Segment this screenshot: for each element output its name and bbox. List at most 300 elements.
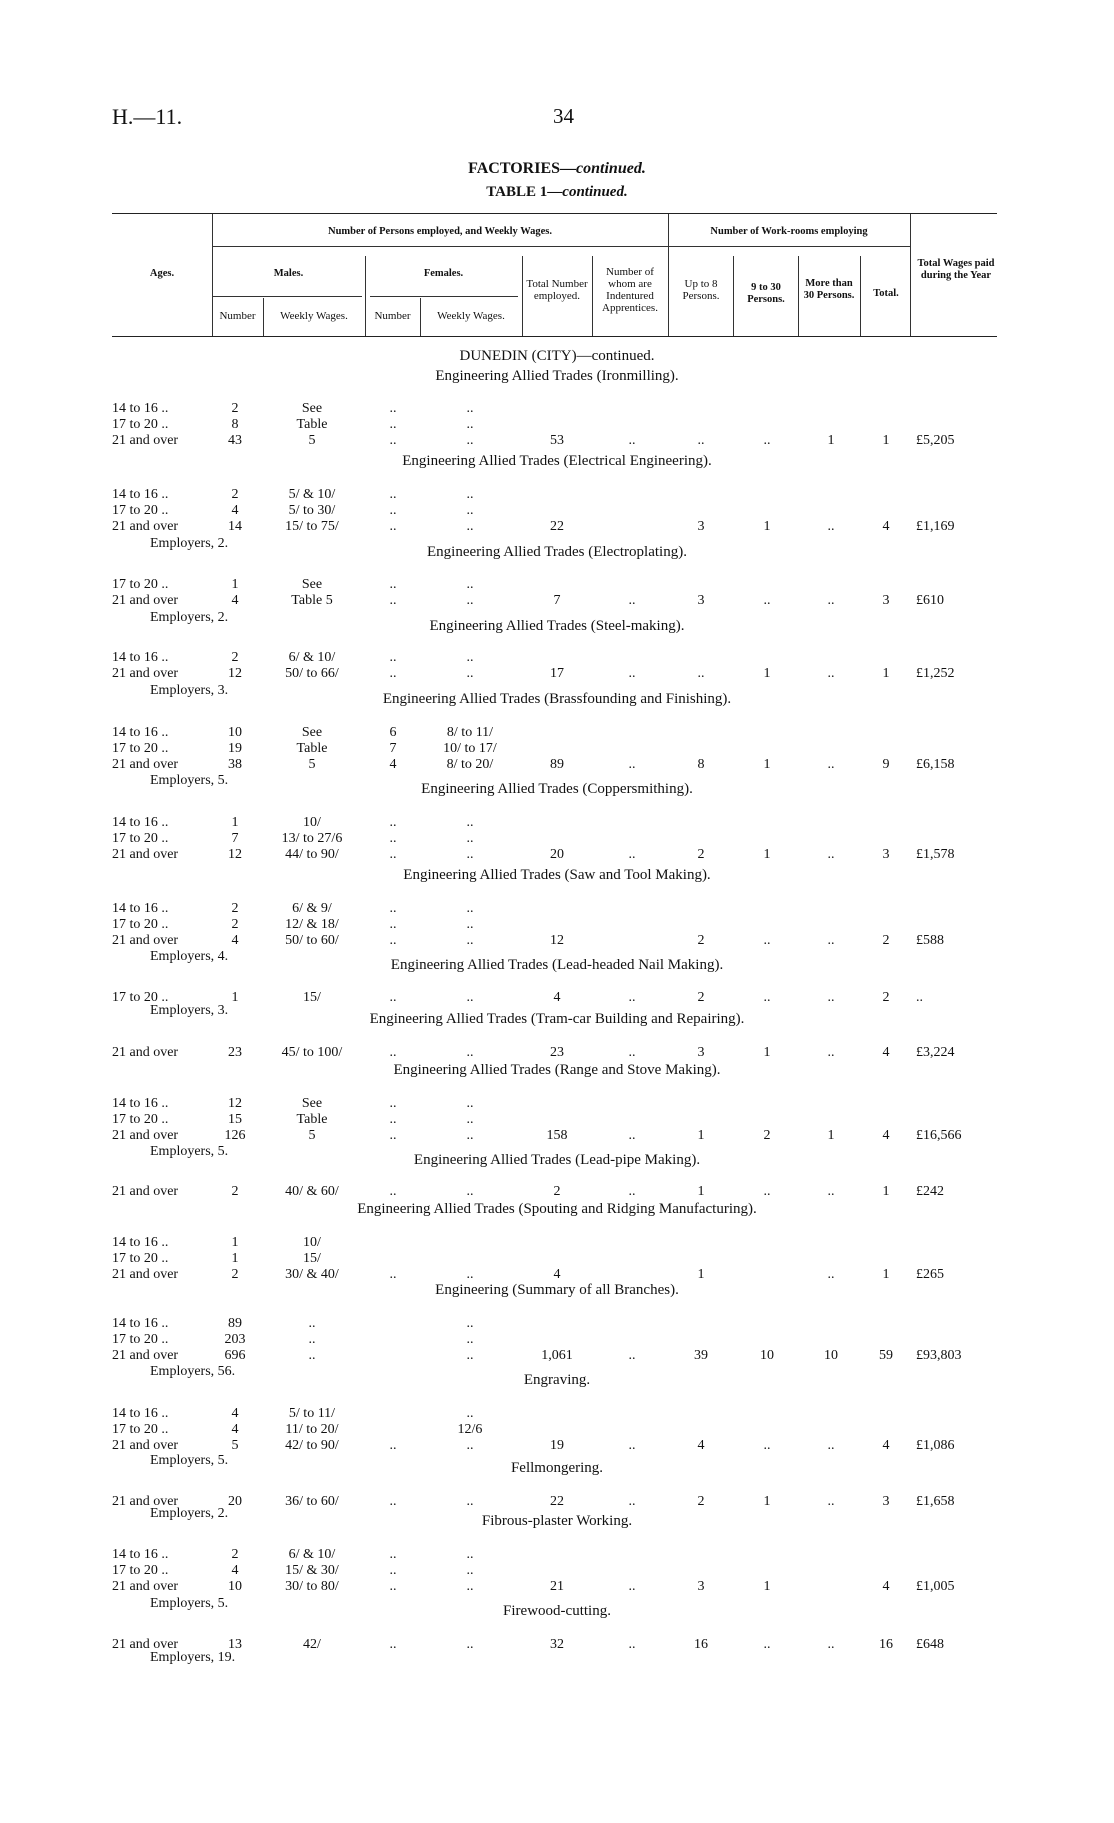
table-row: [0, 1331, 1114, 1348]
male-wages-cell: 30/ to 80/: [285, 1579, 339, 1594]
male-number-cell: 10: [228, 1579, 242, 1594]
female-wages-cell: ..: [466, 1494, 474, 1509]
rooms-more-than-30-cell: ..: [827, 933, 835, 948]
rooms-up-to-8-cell: 1: [697, 1267, 705, 1282]
apprentices-cell: ..: [628, 1494, 636, 1509]
male-number-cell: 4: [231, 593, 239, 608]
female-wages-cell: ..: [466, 593, 474, 608]
male-number-cell: 2: [231, 650, 239, 665]
table-subtitle: [0, 184, 1114, 201]
female-number-cell: ..: [389, 1438, 397, 1453]
apprentices-cell: ..: [628, 1348, 636, 1363]
male-wages-cell: 15/: [303, 990, 321, 1005]
table-row: [0, 592, 1114, 609]
age-cell: 17 to 20 ..: [112, 1112, 169, 1127]
section-title: Fibrous-plaster Working.: [481, 1513, 633, 1529]
male-wages-cell: See: [301, 725, 323, 740]
female-number-cell: ..: [389, 433, 397, 448]
rooms-9-to-30-cell: ..: [763, 433, 771, 448]
male-number-cell: 696: [224, 1348, 246, 1363]
rooms-more-than-30-cell: ..: [827, 847, 835, 862]
male-number-cell: 2: [231, 917, 239, 932]
female-wages-cell: ..: [466, 487, 474, 502]
header-workrooms-group: Number of Work-rooms employing: [710, 226, 868, 237]
employers-note: Employers, 3.: [150, 1003, 229, 1018]
table-row: [0, 740, 1114, 757]
header-9-to-30: 9 to 30 Persons.: [747, 282, 785, 305]
female-number-cell: ..: [389, 577, 397, 592]
total-wages-cell: £242: [916, 1184, 944, 1199]
employers-note: Employers, 56.: [150, 1364, 236, 1379]
male-number-cell: 2: [231, 1547, 239, 1562]
age-cell: 14 to 16 ..: [112, 650, 169, 665]
age-cell: 17 to 20 ..: [112, 1422, 169, 1437]
male-wages-cell: Table 5: [291, 593, 333, 608]
rooms-up-to-8-cell: 2: [697, 847, 705, 862]
table-row: [0, 846, 1114, 863]
male-number-cell: 2: [231, 401, 239, 416]
table-row: [0, 830, 1114, 847]
table-row: [0, 1578, 1114, 1595]
table-row: [0, 432, 1114, 449]
male-wages-cell: 15/ & 30/: [285, 1563, 339, 1578]
male-wages-cell: 12/ & 18/: [285, 917, 339, 932]
age-cell: 21 and over: [112, 1494, 179, 1509]
female-number-cell: ..: [389, 1637, 397, 1652]
header-apprentices: Number of whom are Indentured Apprentices.: [602, 266, 658, 314]
rooms-up-to-8-cell: 2: [697, 990, 705, 1005]
male-number-cell: 12: [228, 1096, 242, 1111]
total-employed-cell: 19: [550, 1438, 564, 1453]
female-wages-cell: 10/ to 17/: [443, 741, 497, 756]
apprentices-cell: ..: [628, 1128, 636, 1143]
male-number-cell: 7: [231, 831, 239, 846]
female-number-cell: ..: [389, 503, 397, 518]
age-cell: 21 and over: [112, 1579, 179, 1594]
total-wages-cell: £588: [916, 933, 944, 948]
female-wages-cell: ..: [466, 1184, 474, 1199]
male-wages-cell: ..: [308, 1348, 316, 1363]
total-wages-cell: ..: [916, 990, 923, 1005]
male-wages-cell: ..: [308, 1332, 316, 1347]
employers-note: Employers, 5.: [150, 773, 229, 788]
rooms-more-than-30-cell: ..: [827, 1637, 835, 1652]
header-bottom-rule: [112, 336, 997, 337]
rooms-more-than-30-cell: 10: [824, 1348, 838, 1363]
female-wages-cell: ..: [466, 1267, 474, 1282]
rooms-up-to-8-cell: 4: [697, 1438, 705, 1453]
female-number-cell: 6: [389, 725, 397, 740]
rooms-total-cell: 4: [882, 1128, 890, 1143]
rooms-up-to-8-cell: 8: [697, 757, 705, 772]
age-cell: 17 to 20 ..: [112, 741, 169, 756]
age-cell: 17 to 20 ..: [112, 1251, 169, 1266]
age-cell: 17 to 20 ..: [112, 1332, 169, 1347]
rooms-9-to-30-cell: ..: [763, 1184, 771, 1199]
rooms-up-to-8-cell: ..: [697, 666, 705, 681]
male-number-cell: 19: [228, 741, 242, 756]
table-row: [0, 665, 1114, 682]
male-wages-cell: See: [301, 401, 323, 416]
employers-note: Employers, 4.: [150, 949, 229, 964]
male-wages-cell: ..: [308, 1316, 316, 1331]
section-title: Engineering (Summary of all Branches).: [435, 1282, 679, 1298]
rooms-more-than-30-cell: ..: [827, 593, 835, 608]
female-wages-cell: ..: [466, 1112, 474, 1127]
section-title: Engineering Allied Trades (Coppersmithing).: [421, 781, 693, 797]
age-cell: 21 and over: [112, 933, 179, 948]
male-number-cell: 89: [228, 1316, 242, 1331]
table-row: [0, 649, 1114, 666]
section-title: Engineering Allied Trades (Range and Stove Making).: [393, 1062, 721, 1078]
table-row: [0, 1421, 1114, 1438]
female-number-cell: 4: [389, 757, 397, 772]
male-wages-cell: 5: [308, 757, 316, 772]
header-male-number: Number: [219, 310, 256, 322]
female-wages-cell: ..: [466, 990, 474, 1005]
female-wages-cell: ..: [466, 519, 474, 534]
section-title: Engineering Allied Trades (Steel-making).: [429, 618, 685, 634]
male-number-cell: 4: [231, 503, 239, 518]
male-number-cell: 10: [228, 725, 242, 740]
total-employed-cell: 4: [553, 990, 561, 1005]
age-cell: 21 and over: [112, 1184, 179, 1199]
male-number-cell: 126: [224, 1128, 246, 1143]
apprentices-cell: ..: [628, 666, 636, 681]
male-wages-cell: 30/ & 40/: [285, 1267, 339, 1282]
female-wages-cell: ..: [466, 1563, 474, 1578]
rooms-9-to-30-cell: 1: [763, 666, 771, 681]
rooms-9-to-30-cell: ..: [763, 593, 771, 608]
male-wages-cell: 45/ to 100/: [281, 1045, 343, 1060]
apprentices-cell: ..: [628, 1579, 636, 1594]
rooms-up-to-8-cell: ..: [697, 433, 705, 448]
section-title: Fellmongering.: [510, 1460, 604, 1476]
header-females: Females.: [423, 268, 464, 279]
rooms-total-cell: 1: [882, 1184, 890, 1199]
female-wages-cell: ..: [466, 1438, 474, 1453]
female-wages-cell: ..: [466, 577, 474, 592]
male-number-cell: 4: [231, 1563, 239, 1578]
rooms-total-cell: 1: [882, 666, 890, 681]
rooms-total-cell: 59: [879, 1348, 893, 1363]
male-wages-cell: 42/ to 90/: [285, 1438, 339, 1453]
employers-note: Employers, 19.: [150, 1650, 236, 1665]
report-reference: H.—11.: [112, 104, 183, 129]
female-number-cell: ..: [389, 990, 397, 1005]
table-row: [0, 900, 1114, 917]
apprentices-cell: ..: [628, 593, 636, 608]
female-number-cell: ..: [389, 417, 397, 432]
male-wages-cell: 36/ to 60/: [285, 1494, 339, 1509]
total-employed-cell: 22: [550, 519, 564, 534]
female-number-cell: ..: [389, 593, 397, 608]
section-title: Engineering Allied Trades (Saw and Tool Making).: [403, 867, 711, 883]
apprentices-cell: ..: [628, 847, 636, 862]
total-wages-cell: £93,803: [916, 1348, 962, 1363]
page-title: [0, 160, 1114, 178]
table-row: [0, 1315, 1114, 1332]
rooms-total-cell: 4: [882, 1438, 890, 1453]
rooms-total-cell: 9: [882, 757, 890, 772]
apprentices-cell: ..: [628, 1438, 636, 1453]
age-cell: 21 and over: [112, 519, 179, 534]
age-cell: 21 and over: [112, 666, 179, 681]
employers-note: Employers, 5.: [150, 1453, 229, 1468]
rooms-more-than-30-cell: ..: [827, 1267, 835, 1282]
rooms-9-to-30-cell: ..: [763, 990, 771, 1005]
rooms-up-to-8-cell: 1: [697, 1184, 705, 1199]
header-up-to-8: Up to 8 Persons.: [682, 278, 720, 302]
male-wages-cell: 6/ & 10/: [288, 650, 336, 665]
male-number-cell: 43: [228, 433, 242, 448]
age-cell: 14 to 16 ..: [112, 1316, 169, 1331]
male-number-cell: 14: [228, 519, 242, 534]
section-title: Engineering Allied Trades (Lead-pipe Making).: [413, 1152, 701, 1168]
age-cell: 14 to 16 ..: [112, 487, 169, 502]
age-cell: 14 to 16 ..: [112, 815, 169, 830]
age-cell: 14 to 16 ..: [112, 1235, 169, 1250]
male-wages-cell: Table: [296, 417, 328, 432]
age-cell: 21 and over: [112, 433, 179, 448]
rooms-total-cell: 16: [879, 1637, 893, 1652]
age-cell: 21 and over: [112, 1637, 179, 1652]
female-wages-cell: ..: [466, 666, 474, 681]
total-wages-cell: £6,158: [916, 757, 955, 772]
female-number-cell: ..: [389, 519, 397, 534]
total-employed-cell: 12: [550, 933, 564, 948]
title-main: FACTORIES—: [468, 160, 577, 177]
female-wages-cell: ..: [466, 1348, 474, 1363]
rooms-more-than-30-cell: ..: [827, 1438, 835, 1453]
age-cell: 14 to 16 ..: [112, 901, 169, 916]
section-title: Engineering Allied Trades (Tram-car Building and Repairing).: [369, 1011, 745, 1027]
rooms-9-to-30-cell: ..: [763, 1637, 771, 1652]
male-wages-cell: 13/ to 27/6: [281, 831, 343, 846]
table-row: [0, 486, 1114, 503]
age-cell: 17 to 20 ..: [112, 1563, 169, 1578]
total-employed-cell: 4: [553, 1267, 561, 1282]
total-wages-cell: £3,224: [916, 1045, 955, 1060]
section-title: Engineering Allied Trades (Lead-headed Nail Making).: [390, 957, 724, 973]
age-cell: 21 and over: [112, 1438, 179, 1453]
male-number-cell: 203: [224, 1332, 246, 1347]
table-row: [0, 1234, 1114, 1251]
section-title: Engraving.: [523, 1372, 591, 1388]
table-row: [0, 1347, 1114, 1364]
rooms-up-to-8-cell: 1: [697, 1128, 705, 1143]
age-cell: 17 to 20 ..: [112, 831, 169, 846]
female-wages-cell: ..: [466, 917, 474, 932]
age-cell: 21 and over: [112, 1128, 179, 1143]
table-row: [0, 1111, 1114, 1128]
header-female-number: Number: [374, 310, 411, 322]
table-row: [0, 932, 1114, 949]
female-number-cell: ..: [389, 1563, 397, 1578]
rooms-total-cell: 3: [882, 1494, 890, 1509]
total-wages-cell: £1,005: [916, 1579, 955, 1594]
male-number-cell: 1: [231, 1251, 239, 1266]
total-employed-cell: 1,061: [541, 1348, 573, 1363]
apprentices-cell: ..: [628, 990, 636, 1005]
male-wages-cell: 10/: [303, 815, 321, 830]
age-cell: 21 and over: [112, 1045, 179, 1060]
male-wages-cell: 5/ to 11/: [288, 1406, 336, 1421]
rooms-up-to-8-cell: 3: [697, 519, 705, 534]
total-employed-cell: 20: [550, 847, 564, 862]
male-wages-cell: See: [301, 577, 323, 592]
apprentices-cell: ..: [628, 433, 636, 448]
table-row: [0, 576, 1114, 593]
male-number-cell: 12: [228, 847, 242, 862]
male-number-cell: 2: [231, 1184, 239, 1199]
female-wages-cell: ..: [466, 650, 474, 665]
male-wages-cell: 5/ & 10/: [288, 487, 336, 502]
section-title: Engineering Allied Trades (Ironmilling).: [435, 368, 679, 384]
subtitle-main: TABLE 1—: [486, 184, 563, 200]
female-wages-cell: 8/ to 11/: [446, 725, 494, 740]
male-wages-cell: 50/ to 66/: [285, 666, 339, 681]
female-wages-cell: ..: [466, 1406, 474, 1421]
employers-note: Employers, 2.: [150, 1506, 229, 1521]
rooms-more-than-30-cell: ..: [827, 666, 835, 681]
female-number-cell: ..: [389, 487, 397, 502]
male-wages-cell: 11/ to 20/: [285, 1422, 339, 1437]
employers-note: Employers, 3.: [150, 683, 229, 698]
rooms-up-to-8-cell: 16: [694, 1637, 708, 1652]
rooms-total-cell: 2: [882, 933, 890, 948]
male-number-cell: 1: [231, 990, 239, 1005]
total-wages-cell: £5,205: [916, 433, 955, 448]
male-wages-cell: Table: [296, 741, 328, 756]
rooms-more-than-30-cell: ..: [827, 1045, 835, 1060]
rooms-up-to-8-cell: 2: [697, 1494, 705, 1509]
female-number-cell: ..: [389, 1547, 397, 1562]
rooms-total-cell: 4: [882, 1045, 890, 1060]
male-wages-cell: Table: [296, 1112, 328, 1127]
employers-note: Employers, 2.: [150, 610, 229, 625]
total-employed-cell: 53: [550, 433, 564, 448]
female-wages-cell: ..: [466, 1128, 474, 1143]
total-employed-cell: 89: [550, 757, 564, 772]
female-number-cell: ..: [389, 666, 397, 681]
total-wages-cell: £1,658: [916, 1494, 955, 1509]
table-row: [0, 518, 1114, 535]
female-wages-cell: ..: [466, 1637, 474, 1652]
total-wages-cell: £1,086: [916, 1438, 955, 1453]
table-row: [0, 756, 1114, 773]
female-number-cell: ..: [389, 901, 397, 916]
total-wages-cell: £648: [916, 1637, 944, 1652]
total-employed-cell: 23: [550, 1045, 564, 1060]
female-wages-cell: ..: [466, 417, 474, 432]
table-row: [0, 1266, 1114, 1283]
employers-note: Employers, 5.: [150, 1144, 229, 1159]
male-number-cell: 23: [228, 1045, 242, 1060]
total-wages-cell: £1,252: [916, 666, 955, 681]
table-row: [0, 1546, 1114, 1563]
male-number-cell: 2: [231, 487, 239, 502]
male-number-cell: 38: [228, 757, 242, 772]
table-row: [0, 724, 1114, 741]
total-wages-cell: £610: [916, 593, 944, 608]
female-wages-cell: ..: [466, 831, 474, 846]
female-number-cell: ..: [389, 1128, 397, 1143]
header-total-wages: Total Wages paid during the Year: [917, 258, 995, 281]
header-divider: [798, 256, 799, 336]
rooms-total-cell: 4: [882, 1579, 890, 1594]
female-number-cell: ..: [389, 1096, 397, 1111]
total-employed-cell: 2: [553, 1184, 561, 1199]
rooms-more-than-30-cell: 1: [827, 433, 835, 448]
apprentices-cell: ..: [628, 1045, 636, 1060]
age-cell: 14 to 16 ..: [112, 401, 169, 416]
header-male-wages: Weekly Wages.: [280, 310, 348, 322]
header-ages: Ages.: [149, 268, 175, 279]
rooms-more-than-30-cell: ..: [827, 1494, 835, 1509]
section-title: Engineering Allied Trades (Electrical Engineering).: [402, 453, 712, 469]
section-title: Engineering Allied Trades (Electroplating).: [427, 544, 687, 560]
header-total-rooms: Total.: [873, 288, 899, 299]
female-wages-cell: ..: [466, 815, 474, 830]
rooms-up-to-8-cell: 3: [697, 1579, 705, 1594]
male-number-cell: 8: [231, 417, 239, 432]
rooms-up-to-8-cell: 3: [697, 1045, 705, 1060]
table-row: [0, 1437, 1114, 1454]
table-row: [0, 1044, 1114, 1061]
rooms-more-than-30-cell: ..: [827, 757, 835, 772]
header-more-than-30: More than 30 Persons.: [803, 278, 855, 301]
rooms-total-cell: 2: [882, 990, 890, 1005]
female-wages-cell: ..: [466, 901, 474, 916]
total-employed-cell: 7: [553, 593, 561, 608]
male-number-cell: 4: [231, 1422, 239, 1437]
female-number-cell: ..: [389, 1112, 397, 1127]
male-number-cell: 5: [231, 1438, 239, 1453]
male-wages-cell: 5/ to 30/: [288, 503, 336, 518]
header-divider: [370, 296, 518, 297]
female-wages-cell: ..: [466, 1096, 474, 1111]
page-number: 34: [553, 104, 574, 128]
rooms-more-than-30-cell: ..: [827, 990, 835, 1005]
female-wages-cell: ..: [466, 933, 474, 948]
female-wages-cell: ..: [466, 433, 474, 448]
female-number-cell: ..: [389, 1494, 397, 1509]
female-number-cell: ..: [389, 831, 397, 846]
rooms-9-to-30-cell: 1: [763, 1579, 771, 1594]
rooms-total-cell: 3: [882, 847, 890, 862]
female-wages-cell: ..: [466, 1045, 474, 1060]
male-number-cell: 4: [231, 933, 239, 948]
table-row: [0, 1183, 1114, 1200]
male-number-cell: 2: [231, 901, 239, 916]
male-wages-cell: 5: [308, 1128, 316, 1143]
title-cont: continued.: [576, 160, 646, 177]
apprentices-cell: ..: [628, 1637, 636, 1652]
employers-note: Employers, 5.: [150, 1596, 229, 1611]
rooms-up-to-8-cell: 39: [694, 1348, 708, 1363]
total-employed-cell: 21: [550, 1579, 564, 1594]
male-number-cell: 1: [231, 815, 239, 830]
employers-note: Employers, 2.: [150, 536, 229, 551]
female-number-cell: ..: [389, 401, 397, 416]
rooms-up-to-8-cell: 2: [697, 933, 705, 948]
rooms-9-to-30-cell: 1: [763, 757, 771, 772]
male-wages-cell: 40/ & 60/: [285, 1184, 339, 1199]
table-row: [0, 416, 1114, 433]
female-wages-cell: ..: [466, 503, 474, 518]
male-wages-cell: 44/ to 90/: [285, 847, 339, 862]
